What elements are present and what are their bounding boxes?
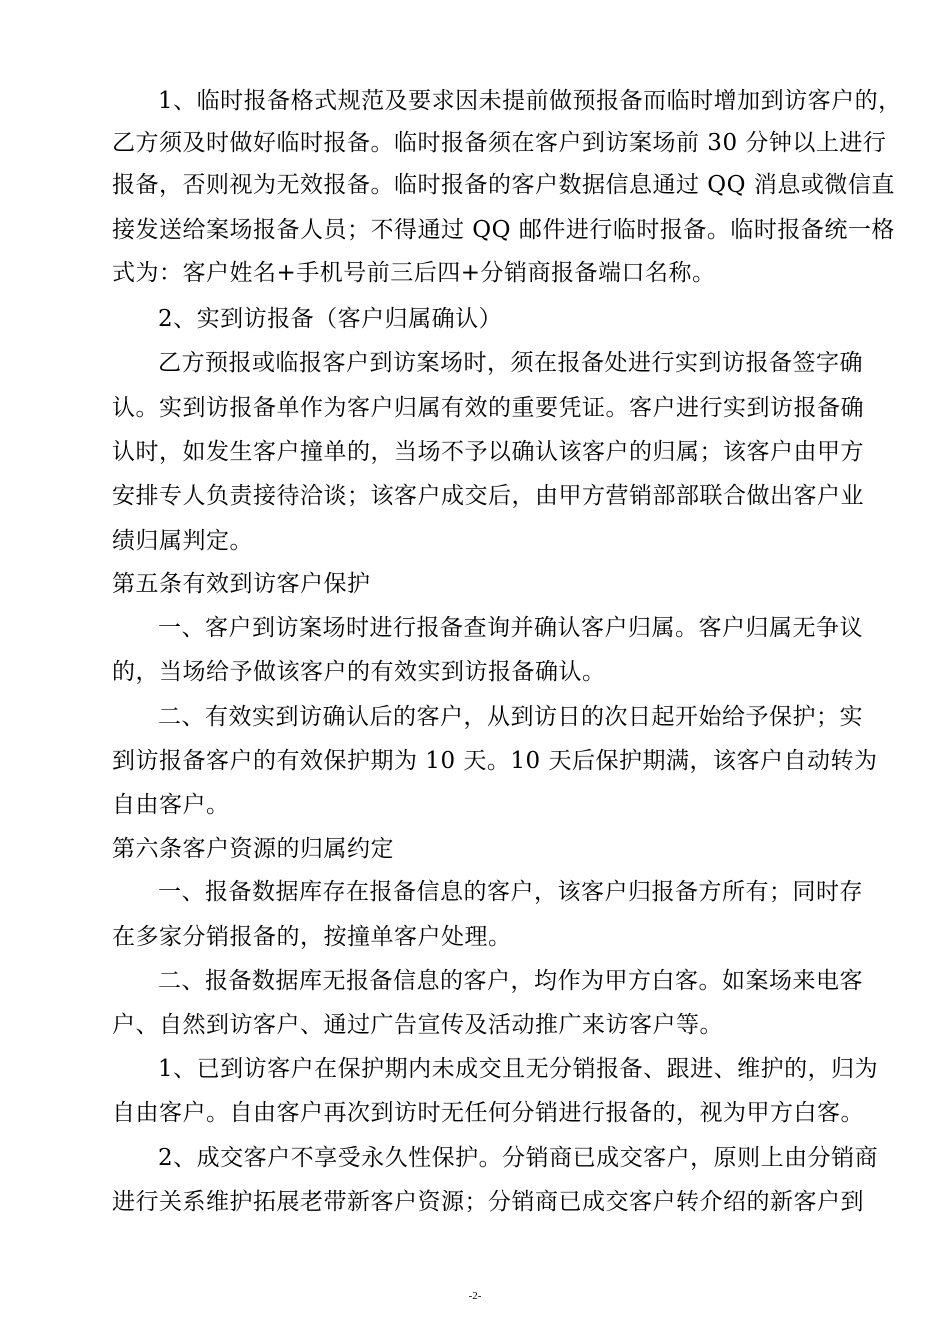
paragraph-line: 一、报备数据库存在报备信息的客户，该客户归报备方所有；同时存 (158, 879, 863, 905)
paragraph-line: 安排专人负责接待洽谈；该客户成交后，由甲方营销部部联合做出客户业 (112, 483, 864, 509)
paragraph-line: 的，当场给予做该客户的有效实到访报备确认。 (112, 659, 606, 685)
paragraph-line: 接发送给案场报备人员；不得通过 QQ 邮件进行临时报备。临时报备统一格 (112, 217, 895, 243)
paragraph-line: 报备，否则视为无效报备。临时报备的客户数据信息通过 QQ 消息或微信直 (112, 172, 895, 198)
paragraph-line: 户、自然到访客户、通过广告宣传及活动推广来访客户等。 (112, 1012, 723, 1038)
paragraph-line: 乙方须及时做好临时报备。临时报备须在客户到访案场前 30 分钟以上进行 (112, 130, 887, 156)
paragraph-line: 1、临时报备格式规范及要求因未提前做预报备而临时增加到访客户的， (158, 88, 902, 114)
paragraph-line: 在多家分销报备的，按撞单客户处理。 (112, 924, 512, 950)
paragraph-line: 二、有效实到访确认后的客户，从到访日的次日起开始给予保护；实 (158, 704, 863, 730)
paragraph-line: 2、成交客户不享受永久性保护。分销商已成交客户，原则上由分销商 (158, 1145, 879, 1171)
paragraph-line: 认。实到访报备单作为客户归属有效的重要凭证。客户进行实到访报备确 (112, 395, 864, 421)
section-subheading: 2、实到访报备（客户归属确认） (158, 306, 503, 332)
paragraph-line: 一、客户到访案场时进行报备查询并确认客户归属。客户归属无争议 (158, 615, 863, 641)
paragraph-line: 进行关系维护拓展老带新客户资源；分销商已成交客户转介绍的新客户到 (112, 1189, 864, 1215)
paragraph-line: 到访报备客户的有效保护期为 10 天。10 天后保护期满，该客户自动转为 (112, 748, 878, 774)
article-heading: 第五条有效到访客户保护 (112, 571, 371, 597)
paragraph-line: 自由客户。 (112, 792, 230, 818)
paragraph-line: 式为：客户姓名+手机号前三后四+分销商报备端口名称。 (112, 260, 716, 286)
paragraph-line: 绩归属判定。 (112, 528, 253, 554)
paragraph-line: 二、报备数据库无报备信息的客户，均作为甲方白客。如案场来电客 (158, 968, 863, 994)
page-number: -2- (468, 1290, 482, 1302)
paragraph-line: 认时，如发生客户撞单的，当场不予以确认该客户的归属；该客户由甲方 (112, 439, 864, 465)
paragraph-line: 乙方预报或临报客户到访案场时，须在报备处进行实到访报备签字确 (158, 350, 863, 376)
article-heading: 第六条客户资源的归属约定 (112, 836, 394, 862)
paragraph-line: 1、已到访客户在保护期内未成交且无分销报备、跟进、维护的，归为 (158, 1056, 879, 1082)
paragraph-line: 自由客户。自由客户再次到访时无任何分销进行报备的，视为甲方白客。 (112, 1100, 864, 1126)
